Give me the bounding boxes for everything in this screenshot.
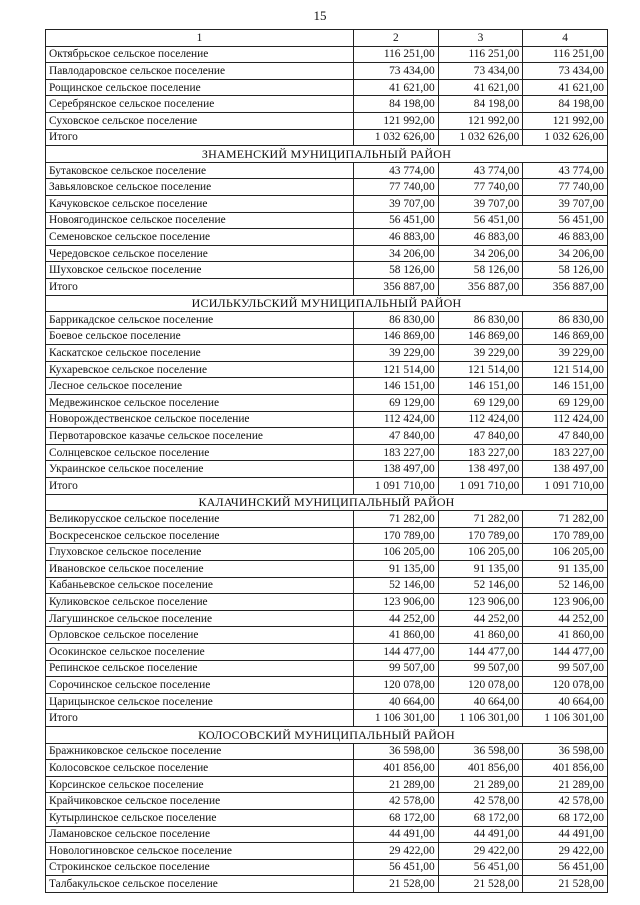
amount-cell: 91 135,00 <box>523 561 608 578</box>
settlement-name: Первотаровское казачье сельское поселение <box>46 428 354 445</box>
amount-cell: 106 205,00 <box>438 544 523 561</box>
amount-cell: 116 251,00 <box>354 46 439 63</box>
amount-cell: 46 883,00 <box>438 229 523 246</box>
amount-cell: 116 251,00 <box>438 46 523 63</box>
table-row <box>46 444 608 461</box>
total-row <box>46 278 608 295</box>
amount-cell: 42 578,00 <box>354 793 439 810</box>
amount-cell: 91 135,00 <box>438 561 523 578</box>
amount-cell: 146 151,00 <box>438 378 523 395</box>
amount-cell: 123 906,00 <box>523 594 608 611</box>
amount-cell: 44 491,00 <box>354 826 439 843</box>
amount-cell: 39 229,00 <box>523 345 608 362</box>
settlement-name: Бражниковское сельское поселение <box>46 743 354 760</box>
table-row <box>46 561 608 578</box>
table-row <box>46 677 608 694</box>
amount-cell: 52 146,00 <box>438 577 523 594</box>
amount-cell: 170 789,00 <box>523 527 608 544</box>
settlement-name: Шуховское сельское поселение <box>46 262 354 279</box>
table-row <box>46 776 608 793</box>
amount-cell: 1 032 626,00 <box>438 129 523 146</box>
amount-cell: 39 707,00 <box>523 195 608 212</box>
settlement-name: Ивановское сельское поселение <box>46 561 354 578</box>
amount-cell: 123 906,00 <box>354 594 439 611</box>
amount-cell: 356 887,00 <box>438 278 523 295</box>
amount-cell: 56 451,00 <box>438 859 523 876</box>
amount-cell: 1 106 301,00 <box>438 710 523 727</box>
amount-cell: 77 740,00 <box>438 179 523 196</box>
amount-cell: 1 032 626,00 <box>354 129 439 146</box>
amount-cell: 29 422,00 <box>354 843 439 860</box>
amount-cell: 112 424,00 <box>438 411 523 428</box>
amount-cell: 1 091 710,00 <box>438 478 523 495</box>
amount-cell: 40 664,00 <box>523 693 608 710</box>
amount-cell: 77 740,00 <box>523 179 608 196</box>
settlement-name: Чередовское сельское поселение <box>46 245 354 262</box>
amount-cell: 71 282,00 <box>523 511 608 528</box>
settlement-name: Талбакульское сельское поселение <box>46 876 354 893</box>
district-name: ИСИЛЬКУЛЬСКИЙ МУНИЦИПАЛЬНЫЙ РАЙОН <box>46 295 608 312</box>
table-row <box>46 46 608 63</box>
table-row <box>46 229 608 246</box>
amount-cell: 1 032 626,00 <box>523 129 608 146</box>
table-row <box>46 345 608 362</box>
settlement-name: Боевое сельское поселение <box>46 328 354 345</box>
page-number: 15 <box>313 8 327 23</box>
settlement-name: Лагушинское сельское поселение <box>46 610 354 627</box>
amount-cell: 356 887,00 <box>523 278 608 295</box>
amount-cell: 99 507,00 <box>438 660 523 677</box>
amount-cell: 34 206,00 <box>354 245 439 262</box>
settlement-name: Колосовское сельское поселение <box>46 760 354 777</box>
settlement-name: Кухаревское сельское поселение <box>46 361 354 378</box>
settlement-name: Новоягодинское сельское поселение <box>46 212 354 229</box>
settlement-name: Глуховское сельское поселение <box>46 544 354 561</box>
amount-cell: 91 135,00 <box>354 561 439 578</box>
settlement-name: Строкинское сельское поселение <box>46 859 354 876</box>
amount-cell: 29 422,00 <box>438 843 523 860</box>
amount-cell: 144 477,00 <box>354 643 439 660</box>
settlement-name: Крайчиковское сельское поселение <box>46 793 354 810</box>
table-row <box>46 643 608 660</box>
amount-cell: 73 434,00 <box>438 63 523 80</box>
total-row <box>46 478 608 495</box>
amount-cell: 183 227,00 <box>354 444 439 461</box>
table-row <box>46 843 608 860</box>
settlement-name: Итого <box>46 129 354 146</box>
settlement-name: Серебрянское сельское поселение <box>46 96 354 113</box>
amount-cell: 41 621,00 <box>523 79 608 96</box>
amount-cell: 144 477,00 <box>438 643 523 660</box>
table-row <box>46 809 608 826</box>
amount-cell: 1 106 301,00 <box>354 710 439 727</box>
amount-cell: 71 282,00 <box>354 511 439 528</box>
settlement-name: Бутаковское сельское поселение <box>46 162 354 179</box>
amount-cell: 39 229,00 <box>354 345 439 362</box>
amount-cell: 47 840,00 <box>354 428 439 445</box>
amount-cell: 84 198,00 <box>438 96 523 113</box>
settlement-name: Завьяловское сельское поселение <box>46 179 354 196</box>
amount-cell: 170 789,00 <box>438 527 523 544</box>
amount-cell: 46 883,00 <box>354 229 439 246</box>
amount-cell: 84 198,00 <box>354 96 439 113</box>
total-row <box>46 710 608 727</box>
amount-cell: 183 227,00 <box>438 444 523 461</box>
settlement-name: Ламановское сельское поселение <box>46 826 354 843</box>
amount-cell: 120 078,00 <box>438 677 523 694</box>
table-row <box>46 245 608 262</box>
amount-cell: 36 598,00 <box>523 743 608 760</box>
amount-cell: 123 906,00 <box>438 594 523 611</box>
amount-cell: 138 497,00 <box>354 461 439 478</box>
settlement-name: Качуковское сельское поселение <box>46 195 354 212</box>
amount-cell: 47 840,00 <box>523 428 608 445</box>
amount-cell: 138 497,00 <box>523 461 608 478</box>
amount-cell: 77 740,00 <box>354 179 439 196</box>
amount-cell: 146 869,00 <box>438 328 523 345</box>
amount-cell: 44 491,00 <box>438 826 523 843</box>
amount-cell: 40 664,00 <box>438 693 523 710</box>
table-row <box>46 527 608 544</box>
amount-cell: 121 992,00 <box>523 112 608 129</box>
table-row <box>46 461 608 478</box>
amount-cell: 21 528,00 <box>523 876 608 893</box>
settlement-name: Итого <box>46 278 354 295</box>
amount-cell: 41 860,00 <box>438 627 523 644</box>
amount-cell: 42 578,00 <box>523 793 608 810</box>
amount-cell: 401 856,00 <box>523 760 608 777</box>
amount-cell: 21 528,00 <box>438 876 523 893</box>
settlement-name: Итого <box>46 710 354 727</box>
amount-cell: 146 869,00 <box>523 328 608 345</box>
settlement-name: Медвежинское сельское поселение <box>46 395 354 412</box>
amount-cell: 86 830,00 <box>354 312 439 329</box>
amount-cell: 21 289,00 <box>438 776 523 793</box>
table-row <box>46 328 608 345</box>
settlement-name: Суховское сельское поселение <box>46 112 354 129</box>
amount-cell: 1 106 301,00 <box>523 710 608 727</box>
table-row <box>46 96 608 113</box>
budget-table <box>45 29 608 893</box>
table-row <box>46 162 608 179</box>
amount-cell: 121 514,00 <box>438 361 523 378</box>
amount-cell: 46 883,00 <box>523 229 608 246</box>
column-header: 1 <box>46 30 354 47</box>
settlement-name: Солнцевское сельское поселение <box>46 444 354 461</box>
table-row <box>46 79 608 96</box>
amount-cell: 68 172,00 <box>438 809 523 826</box>
amount-cell: 121 992,00 <box>438 112 523 129</box>
amount-cell: 86 830,00 <box>438 312 523 329</box>
settlement-name: Корсинское сельское поселение <box>46 776 354 793</box>
settlement-name: Лесное сельское поселение <box>46 378 354 395</box>
amount-cell: 106 205,00 <box>523 544 608 561</box>
settlement-name: Орловское сельское поселение <box>46 627 354 644</box>
table-row <box>46 195 608 212</box>
amount-cell: 68 172,00 <box>523 809 608 826</box>
amount-cell: 56 451,00 <box>523 212 608 229</box>
settlement-name: Новорождественское сельское поселение <box>46 411 354 428</box>
district-name: ЗНАМЕНСКИЙ МУНИЦИПАЛЬНЫЙ РАЙОН <box>46 146 608 163</box>
amount-cell: 44 252,00 <box>523 610 608 627</box>
table-row <box>46 594 608 611</box>
table-row <box>46 361 608 378</box>
table-row <box>46 544 608 561</box>
amount-cell: 73 434,00 <box>354 63 439 80</box>
table-row <box>46 428 608 445</box>
amount-cell: 58 126,00 <box>438 262 523 279</box>
settlement-name: Кутырлинское сельское поселение <box>46 809 354 826</box>
amount-cell: 170 789,00 <box>354 527 439 544</box>
district-header-row <box>46 146 608 163</box>
table-row <box>46 660 608 677</box>
amount-cell: 34 206,00 <box>438 245 523 262</box>
settlement-name: Итого <box>46 478 354 495</box>
amount-cell: 56 451,00 <box>523 859 608 876</box>
amount-cell: 56 451,00 <box>354 859 439 876</box>
amount-cell: 43 774,00 <box>354 162 439 179</box>
district-header-row <box>46 726 608 743</box>
table-row <box>46 378 608 395</box>
amount-cell: 112 424,00 <box>523 411 608 428</box>
amount-cell: 84 198,00 <box>523 96 608 113</box>
table-row <box>46 411 608 428</box>
amount-cell: 42 578,00 <box>438 793 523 810</box>
amount-cell: 36 598,00 <box>354 743 439 760</box>
settlement-name: Рощинское сельское поселение <box>46 79 354 96</box>
amount-cell: 356 887,00 <box>354 278 439 295</box>
amount-cell: 41 860,00 <box>523 627 608 644</box>
amount-cell: 121 992,00 <box>354 112 439 129</box>
table-row <box>46 876 608 893</box>
amount-cell: 71 282,00 <box>438 511 523 528</box>
settlement-name: Куликовское сельское поселение <box>46 594 354 611</box>
table-row <box>46 743 608 760</box>
settlement-name: Украинское сельское поселение <box>46 461 354 478</box>
amount-cell: 34 206,00 <box>523 245 608 262</box>
amount-cell: 56 451,00 <box>354 212 439 229</box>
table-row <box>46 112 608 129</box>
amount-cell: 138 497,00 <box>438 461 523 478</box>
amount-cell: 73 434,00 <box>523 63 608 80</box>
amount-cell: 44 252,00 <box>354 610 439 627</box>
amount-cell: 146 869,00 <box>354 328 439 345</box>
amount-cell: 39 707,00 <box>354 195 439 212</box>
amount-cell: 401 856,00 <box>438 760 523 777</box>
amount-cell: 43 774,00 <box>438 162 523 179</box>
amount-cell: 99 507,00 <box>523 660 608 677</box>
amount-cell: 21 528,00 <box>354 876 439 893</box>
amount-cell: 86 830,00 <box>523 312 608 329</box>
table-row <box>46 760 608 777</box>
settlement-name: Каскатское сельское поселение <box>46 345 354 362</box>
amount-cell: 1 091 710,00 <box>354 478 439 495</box>
table-row <box>46 395 608 412</box>
column-header: 3 <box>438 30 523 47</box>
column-header-row <box>46 30 608 47</box>
district-name: КАЛАЧИНСКИЙ МУНИЦИПАЛЬНЫЙ РАЙОН <box>46 494 608 511</box>
amount-cell: 69 129,00 <box>354 395 439 412</box>
amount-cell: 1 091 710,00 <box>523 478 608 495</box>
total-row <box>46 129 608 146</box>
district-header-row <box>46 295 608 312</box>
amount-cell: 183 227,00 <box>523 444 608 461</box>
amount-cell: 58 126,00 <box>523 262 608 279</box>
table-row <box>46 610 608 627</box>
table-row <box>46 179 608 196</box>
settlement-name: Баррикадское сельское поселение <box>46 312 354 329</box>
amount-cell: 39 229,00 <box>438 345 523 362</box>
settlement-name: Павлодаровское сельское поселение <box>46 63 354 80</box>
settlement-name: Осокинское сельское поселение <box>46 643 354 660</box>
table-row <box>46 627 608 644</box>
amount-cell: 41 860,00 <box>354 627 439 644</box>
amount-cell: 121 514,00 <box>354 361 439 378</box>
amount-cell: 36 598,00 <box>438 743 523 760</box>
amount-cell: 41 621,00 <box>354 79 439 96</box>
amount-cell: 56 451,00 <box>438 212 523 229</box>
amount-cell: 41 621,00 <box>438 79 523 96</box>
amount-cell: 146 151,00 <box>523 378 608 395</box>
amount-cell: 120 078,00 <box>523 677 608 694</box>
table-row <box>46 212 608 229</box>
amount-cell: 68 172,00 <box>354 809 439 826</box>
amount-cell: 47 840,00 <box>438 428 523 445</box>
district-name: КОЛОСОВСКИЙ МУНИЦИПАЛЬНЫЙ РАЙОН <box>46 726 608 743</box>
amount-cell: 21 289,00 <box>523 776 608 793</box>
settlement-name: Великорусское сельское поселение <box>46 511 354 528</box>
amount-cell: 120 078,00 <box>354 677 439 694</box>
table-row <box>46 859 608 876</box>
column-header: 2 <box>354 30 439 47</box>
amount-cell: 121 514,00 <box>523 361 608 378</box>
amount-cell: 69 129,00 <box>438 395 523 412</box>
amount-cell: 106 205,00 <box>354 544 439 561</box>
amount-cell: 99 507,00 <box>354 660 439 677</box>
amount-cell: 40 664,00 <box>354 693 439 710</box>
settlement-name: Кабаньевское сельское поселение <box>46 577 354 594</box>
table-row <box>46 577 608 594</box>
amount-cell: 58 126,00 <box>354 262 439 279</box>
settlement-name: Репинское сельское поселение <box>46 660 354 677</box>
table-row <box>46 63 608 80</box>
amount-cell: 144 477,00 <box>523 643 608 660</box>
amount-cell: 52 146,00 <box>523 577 608 594</box>
settlement-name: Воскресенское сельское поселение <box>46 527 354 544</box>
table-row <box>46 262 608 279</box>
amount-cell: 21 289,00 <box>354 776 439 793</box>
settlement-name: Семеновское сельское поселение <box>46 229 354 246</box>
table-row <box>46 312 608 329</box>
settlement-name: Сорочинское сельское поселение <box>46 677 354 694</box>
amount-cell: 52 146,00 <box>354 577 439 594</box>
table-row <box>46 826 608 843</box>
amount-cell: 29 422,00 <box>523 843 608 860</box>
settlement-name: Октябрьское сельское поселение <box>46 46 354 63</box>
table-body <box>46 30 608 893</box>
amount-cell: 69 129,00 <box>523 395 608 412</box>
district-header-row <box>46 494 608 511</box>
settlement-name: Новологиновское сельское поселение <box>46 843 354 860</box>
amount-cell: 401 856,00 <box>354 760 439 777</box>
settlement-name: Царицынское сельское поселение <box>46 693 354 710</box>
amount-cell: 116 251,00 <box>523 46 608 63</box>
amount-cell: 146 151,00 <box>354 378 439 395</box>
column-header: 4 <box>523 30 608 47</box>
amount-cell: 43 774,00 <box>523 162 608 179</box>
amount-cell: 44 252,00 <box>438 610 523 627</box>
table-row <box>46 793 608 810</box>
table-row <box>46 693 608 710</box>
amount-cell: 39 707,00 <box>438 195 523 212</box>
amount-cell: 44 491,00 <box>523 826 608 843</box>
table-row <box>46 511 608 528</box>
amount-cell: 112 424,00 <box>354 411 439 428</box>
